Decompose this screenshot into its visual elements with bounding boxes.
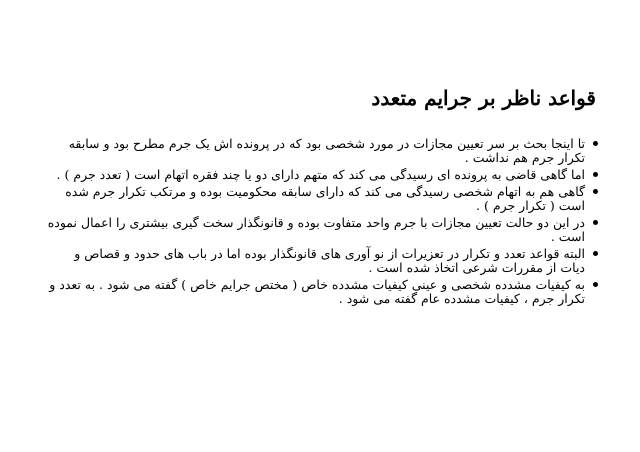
bullet-text: به کیفیات مشدده شخصی و عینی کیفیات مشدده خاص ( مختص جرایم خاص ) گفته می شود . به تعدد و تکرار جرم ، کیفیات مشدده عام گفته می شود . bbox=[49, 277, 585, 306]
bullet-item bbox=[46, 247, 598, 275]
bullet-text: در این دو حالت تعیین مجازات با جرم واحد متفاوت بوده و قانونگذار سخت گیری بیشتری را اعمال نموده است . bbox=[47, 215, 585, 244]
bullet-list bbox=[46, 137, 598, 309]
bullet-text: البته قواعد تعدد و تکرار در تعزیرات از نو آوری های قانونگذار بوده اما در باب های حدود و قصاص و دیات از مقررات شرعی اتخاذ شده است . bbox=[74, 246, 585, 275]
bullet-dot-icon bbox=[593, 172, 598, 177]
bullet-item bbox=[46, 185, 598, 213]
bullet-text: گاهی هم به اتهام شخصی رسیدگی می کند که دارای سابقه محکومیت بوده و مرتکب تکرار جرم شده است ( تکرار جرم ) . bbox=[65, 184, 585, 213]
bullet-dot-icon bbox=[593, 282, 598, 287]
bullet-item bbox=[46, 168, 598, 182]
bullet-dot-icon bbox=[593, 251, 598, 256]
slide-title: قواعد ناظر بر جرایم متعدد bbox=[371, 86, 596, 110]
bullet-dot-icon bbox=[593, 220, 598, 225]
bullet-dot-icon bbox=[593, 141, 598, 146]
bullet-dot-icon bbox=[593, 189, 598, 194]
bullet-text: تا اینجا بحث بر سر تعیین مجازات در مورد شخصی بود که در پرونده اش یک جرم مطرح بود و سابقه تکرار جرم هم نداشت . bbox=[68, 136, 585, 165]
bullet-text: اما گاهی قاضی به پرونده ای رسیدگی می کند که متهم دارای دو یا چند فقره اتهام است ( تعدد جرم ) . bbox=[56, 167, 585, 182]
bullet-item bbox=[46, 216, 598, 244]
bullet-item bbox=[46, 278, 598, 306]
bullet-item bbox=[46, 137, 598, 165]
